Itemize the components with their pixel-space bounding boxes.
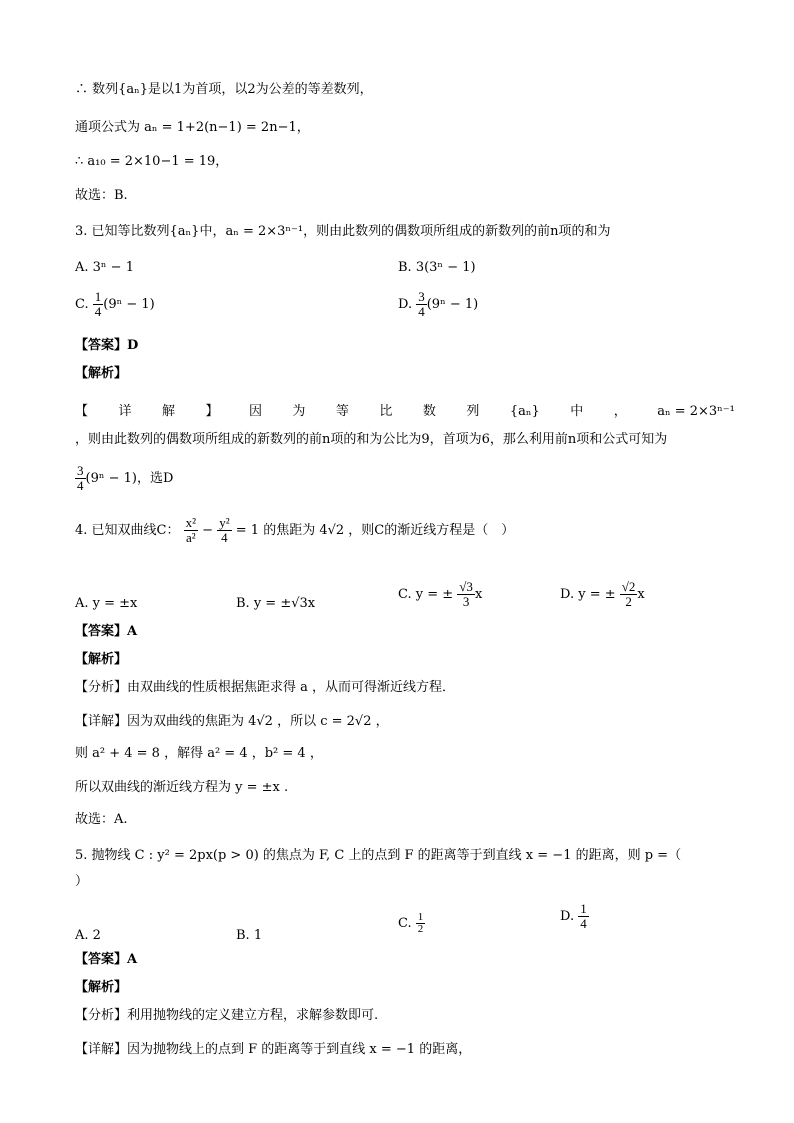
text-line: 通项公式为 aₙ = 1+2(n−1) = 2n−1， <box>75 120 310 135</box>
expr-tail: (9ⁿ − 1)，选D <box>85 471 174 486</box>
denominator: 4 <box>221 530 228 545</box>
analysis-label: 【解析】 <box>75 366 128 381</box>
denominator: 4 <box>580 916 587 931</box>
q5-option-a: A. 2 <box>75 928 101 943</box>
word: 列 <box>466 404 480 419</box>
numerator: x² <box>185 515 197 530</box>
word: 比 <box>379 404 393 419</box>
detail-text: 【详解】因为抛物线上的点到 F 的距离等于到直线 x = −1 的距离， <box>75 1042 472 1057</box>
denominator: 2 <box>417 923 424 935</box>
question-5-stem-end: ） <box>75 874 89 889</box>
numerator: √2 <box>621 579 636 594</box>
fraction <box>416 290 427 319</box>
option-label: D. y = ± <box>560 587 616 602</box>
expr-tail: (9ⁿ − 1) <box>103 297 155 312</box>
fraction <box>620 580 638 609</box>
denominator: 2 <box>625 594 632 609</box>
word: 为 <box>292 404 306 419</box>
denominator: 4 <box>418 304 425 319</box>
q4-option-c <box>398 580 482 609</box>
q3-detail-line-2: ，则由此数列的偶数项所组成的新数列的前n项的和为公比为9，首项为6，那么利用前n项和公式可知为 <box>75 432 668 447</box>
denominator: a² <box>185 530 196 545</box>
word: ， <box>613 404 627 419</box>
text-line: ∴ a₁₀ = 2×10−1 = 19， <box>75 154 229 169</box>
detail-text: 【详解】因为双曲线的焦距为 4√2 ，所以 c = 2√2 ， <box>75 714 389 729</box>
q3-option-b: B. 3(3ⁿ − 1) <box>398 260 476 275</box>
q5-option-d <box>560 902 589 931</box>
stem-text: = 1 的焦距为 4√2 ，则C的渐近线方程是（ ） <box>235 523 515 538</box>
question-5-stem: 5. 抛物线 C : y² = 2px(p > 0) 的焦点为 F, C 上的点到 F 的距离等于到直线 x = −1 的距离，则 p =（ <box>75 848 682 863</box>
analysis-label: 【解析】 <box>75 980 128 995</box>
q3-option-c <box>75 290 155 319</box>
stem-text: 4. 已知双曲线C： <box>75 523 180 538</box>
text-line: ∴ 数列{aₙ}是以1为首项，以2为公差的等差数列， <box>75 82 373 97</box>
q3-option-d <box>398 290 478 319</box>
option-label: D. <box>560 909 575 924</box>
answer-label: 【答案】A <box>75 952 138 967</box>
word: 等 <box>335 404 349 419</box>
q4-option-d <box>560 580 645 609</box>
word: 中 <box>570 404 584 419</box>
denominator: 4 <box>94 304 102 319</box>
word: 【 <box>75 404 89 419</box>
numerator: 3 <box>77 463 84 478</box>
denominator: 3 <box>462 594 470 609</box>
analysis-text: 【分析】由双曲线的性质根据焦距求得 a ，从而可得渐近线方程． <box>75 680 456 695</box>
analysis-label: 【解析】 <box>75 652 128 667</box>
fraction <box>416 912 426 935</box>
numerator: 3 <box>418 289 425 304</box>
text-line: 故选：B. <box>75 188 128 203</box>
word: aₙ = 2×3ⁿ⁻¹ <box>657 404 735 419</box>
detail-text: 所以双曲线的渐近线方程为 y = ±x . <box>75 780 289 795</box>
fraction <box>184 516 198 545</box>
numerator: y² <box>219 515 230 530</box>
word: 解 <box>161 404 175 419</box>
option-label: D. <box>398 297 413 312</box>
fraction <box>457 580 475 609</box>
word: 数 <box>422 404 436 419</box>
denominator: 4 <box>77 478 84 493</box>
answer-label: 【答案】A <box>75 624 138 639</box>
numerator: √3 <box>459 579 473 594</box>
detail-text: 故选：A. <box>75 812 128 827</box>
operator: − <box>202 523 214 538</box>
word: {aₙ} <box>509 404 540 419</box>
expr-tail: x <box>637 587 645 602</box>
numerator: 1 <box>94 289 102 304</box>
question-4-stem <box>75 516 514 545</box>
answer-label: 【答案】D <box>75 338 139 353</box>
word: 因 <box>248 404 262 419</box>
q4-option-b: B. y = ±√3x <box>236 596 316 611</box>
numerator: 1 <box>580 901 587 916</box>
q5-option-c <box>398 912 425 935</box>
option-label: C. <box>398 916 412 931</box>
q3-detail-line <box>75 402 735 422</box>
fraction <box>578 902 589 931</box>
word: 详 <box>118 404 132 419</box>
detail-text: 则 a² + 4 = 8 ，解得 a² = 4 ，b² = 4 ， <box>75 746 323 761</box>
expr-tail: (9ⁿ − 1) <box>426 297 479 312</box>
fraction <box>75 464 86 493</box>
word: 】 <box>205 404 219 419</box>
numerator: 1 <box>417 911 424 923</box>
option-label: C. <box>75 297 89 312</box>
expr-tail: x <box>474 587 483 602</box>
q3-detail-line-3 <box>75 464 173 493</box>
fraction <box>217 516 231 545</box>
analysis-text: 【分析】利用抛物线的定义建立方程，求解参数即可. <box>75 1008 379 1023</box>
q5-option-b: B. 1 <box>236 928 263 943</box>
q3-option-a: A. 3ⁿ − 1 <box>75 260 134 275</box>
option-label: C. y = ± <box>398 587 454 602</box>
question-3-stem: 3. 已知等比数列{aₙ}中，aₙ = 2×3ⁿ⁻¹，则由此数列的偶数项所组成的新数列的前n项的和为 <box>75 224 611 239</box>
q4-option-a: A. y = ±x <box>75 596 138 611</box>
fraction <box>93 290 104 319</box>
